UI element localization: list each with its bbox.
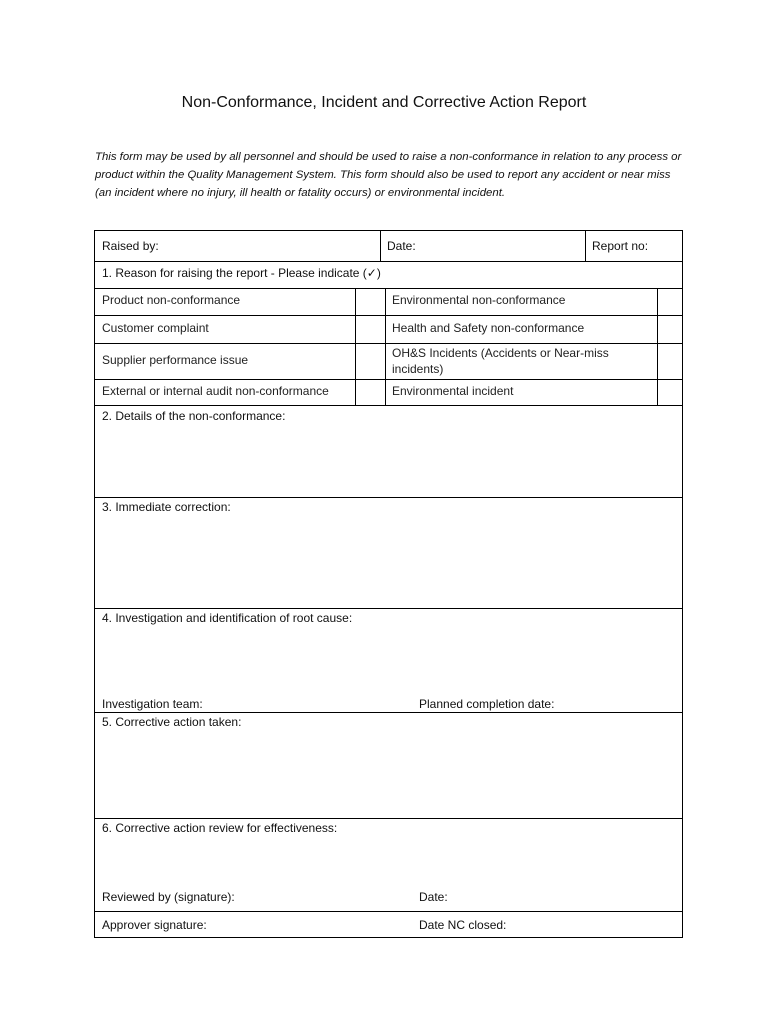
checkbox-supplier-issue[interactable] <box>356 344 385 379</box>
root-cause-field[interactable] <box>95 629 682 691</box>
date-label: Date: <box>387 239 416 253</box>
reviewed-by-label: Reviewed by (signature): <box>102 890 235 904</box>
page-title: Non-Conformance, Incident and Corrective Action Report <box>181 94 587 111</box>
header-row <box>95 231 682 261</box>
report-form <box>94 230 683 938</box>
option-supplier-issue: Supplier performance issue <box>102 353 249 367</box>
checkbox-env-nc[interactable] <box>658 288 682 315</box>
option-hs-nc: Health and Safety non-conformance <box>392 321 585 335</box>
section4-label: 4. Investigation and identification of root cause: <box>102 611 353 625</box>
details-field[interactable] <box>95 426 682 496</box>
checkbox-ohs-incidents[interactable] <box>658 344 682 379</box>
option-product-nc: Product non-conformance <box>102 293 241 307</box>
option-ohs-incidents: OH&S Incidents (Accidents or Near-miss incidents) <box>392 346 609 376</box>
section1-label: 1. Reason for raising the report - Please indicate (✓) <box>102 266 381 280</box>
correction-field[interactable] <box>95 518 682 607</box>
checkbox-hs-nc[interactable] <box>658 316 682 343</box>
investigation-team-label: Investigation team: <box>102 697 203 711</box>
checkbox-audit-nc[interactable] <box>356 380 385 405</box>
option-customer-complaint: Customer complaint <box>102 321 209 335</box>
option-env-nc: Environmental non-conformance <box>392 293 566 307</box>
option-audit-nc: External or internal audit non-conformance <box>102 384 329 398</box>
approver-signature-label: Approver signature: <box>102 918 207 932</box>
raised-by-label: Raised by: <box>102 239 159 253</box>
section6-label: 6. Corrective action review for effectiveness: <box>102 821 338 835</box>
section3-label: 3. Immediate correction: <box>102 500 231 514</box>
section2-label: 2. Details of the non-conformance: <box>102 409 286 423</box>
option-env-incident: Environmental incident <box>392 384 514 398</box>
report-no-label: Report no: <box>592 239 649 253</box>
corrective-action-field[interactable] <box>95 733 682 817</box>
checkbox-env-incident[interactable] <box>658 380 682 405</box>
checkbox-customer-complaint[interactable] <box>356 316 385 343</box>
planned-completion-label: Planned completion date: <box>419 697 555 711</box>
review-field[interactable] <box>95 839 682 884</box>
checkbox-product-nc[interactable] <box>356 288 385 315</box>
review-date-label: Date: <box>419 890 448 904</box>
intro-text: This form may be used by all personnel and should be used to raise a non-conformance in relation to any process or product within the Quality Management System. This form should also be used to report any accident or near miss (an incident where no injury, ill health or fatality occurs) or environmental incident. <box>95 151 682 199</box>
date-nc-closed-label: Date NC closed: <box>419 918 507 932</box>
options-grid <box>95 288 682 405</box>
section5-label: 5. Corrective action taken: <box>102 715 242 729</box>
